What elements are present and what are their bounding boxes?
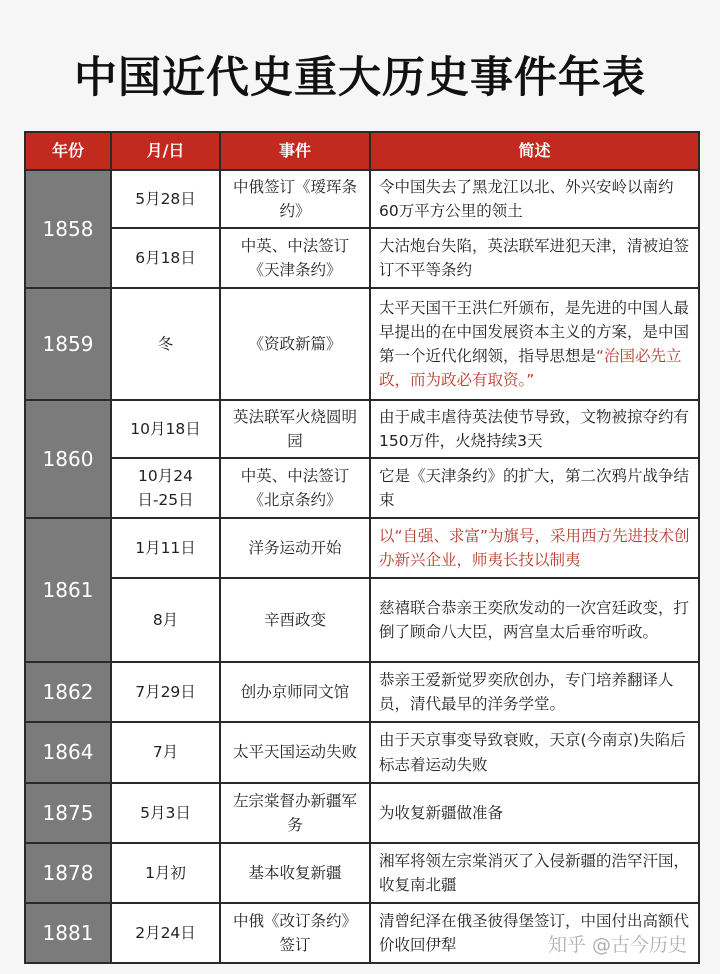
table-row (25, 518, 699, 578)
year-cell: 1878 (25, 843, 111, 903)
table-header-row (25, 132, 699, 170)
event-cell: 洋务运动开始 (220, 518, 370, 578)
table-row (25, 458, 699, 518)
date-cell: 1月初 (111, 843, 220, 903)
year-cell: 1862 (25, 662, 111, 722)
year-cell: 1859 (25, 288, 111, 400)
date-cell: 7月 (111, 722, 220, 783)
table-row (25, 578, 699, 662)
description-cell (370, 170, 699, 228)
description-cell (370, 783, 699, 843)
year-cell: 1864 (25, 722, 111, 783)
date-cell: 2月24日 (111, 903, 220, 963)
table-row (25, 843, 699, 903)
table-row (25, 170, 699, 228)
description-text: 慈禧联合恭亲王奕欣发动的一次宫廷政变，打倒了顾命八大臣，两宫皇太后垂帘听政。 (379, 598, 690, 641)
highlighted-text: “治国必先立政，而为政必有取资。” (379, 347, 682, 390)
event-cell: 创办京师同文馆 (220, 662, 370, 722)
description-cell (370, 843, 699, 903)
description-cell (370, 458, 699, 518)
description-text: 恭亲王爱新觉罗奕欣创办，专门培养翻译人员，清代最早的洋务学堂。 (379, 670, 674, 713)
event-cell: 中俄《改订条约》签订 (220, 903, 370, 963)
year-cell: 1875 (25, 783, 111, 843)
description-text: 由于咸丰虐待英法使节导致，文物被掠夺约有150万件，火烧持续3天 (379, 407, 690, 450)
date-cell: 5月28日 (111, 170, 220, 228)
description-cell (370, 400, 699, 458)
date-cell: 6月18日 (111, 228, 220, 288)
description-text: 大沽炮台失陷，英法联军进犯天津，清被迫签订不平等条约 (379, 236, 690, 279)
year-cell: 1861 (25, 518, 111, 662)
date-cell: 冬 (111, 288, 220, 400)
description-text: 令中国失去了黑龙江以北、外兴安岭以南约60万平方公里的领土 (379, 177, 674, 220)
event-cell: 基本收复新疆 (220, 843, 370, 903)
history-timeline-table (24, 131, 700, 964)
table-row (25, 288, 699, 400)
header-event: 事件 (220, 132, 370, 170)
watermark: 知乎 @古今历史 (548, 934, 688, 956)
description-text: 太平天国干王洪仁歼颁布，是先进的中国人最早提出的在中国发展资本主义的方案，是中国第一个近代化纲领，指导思想是 (379, 298, 690, 365)
page-title: 中国近代史重大历史事件年表 (74, 53, 646, 103)
table-row (25, 400, 699, 458)
date-cell: 7月29日 (111, 662, 220, 722)
table-row (25, 228, 699, 288)
event-cell: 中英、中法签订《北京条约》 (220, 458, 370, 518)
event-cell: 《资政新篇》 (220, 288, 370, 400)
table-row (25, 783, 699, 843)
date-cell: 10月18日 (111, 400, 220, 458)
year-cell: 1881 (25, 903, 111, 963)
description-cell (370, 722, 699, 783)
description-cell (370, 662, 699, 722)
date-cell: 1月11日 (111, 518, 220, 578)
highlighted-text: 以“自强、求富”为旗号，采用西方先进技术创办新兴企业，师夷长技以制夷 (379, 526, 690, 569)
header-year: 年份 (25, 132, 111, 170)
description-text: 清曾纪泽在俄圣彼得堡签订，中国付出高额代价收回伊犁 (379, 911, 690, 954)
event-cell: 辛酉政变 (220, 578, 370, 662)
table-row (25, 662, 699, 722)
table-row (25, 722, 699, 783)
description-text: 由于天京事变导致衰败，天京(今南京)失陷后标志着运动失败 (379, 731, 686, 774)
description-text: 它是《天津条约》的扩大，第二次鸦片战争结束 (379, 466, 690, 509)
description-text: 湘军将领左宗棠消灭了入侵新疆的浩罕汗国，收复南北疆 (379, 851, 690, 894)
date-cell: 10月24日-25日 (111, 458, 220, 518)
event-cell: 英法联军火烧圆明园 (220, 400, 370, 458)
year-cell: 1858 (25, 170, 111, 288)
description-text: 为收复新疆做准备 (379, 803, 504, 822)
description-cell (370, 518, 699, 578)
description-cell (370, 228, 699, 288)
header-description: 简述 (370, 132, 699, 170)
date-cell: 5月3日 (111, 783, 220, 843)
header-date: 月/日 (111, 132, 220, 170)
description-cell (370, 288, 699, 400)
event-cell: 中英、中法签订《天津条约》 (220, 228, 370, 288)
event-cell: 中俄签订《瑷珲条约》 (220, 170, 370, 228)
event-cell: 太平天国运动失败 (220, 722, 370, 783)
date-cell: 8月 (111, 578, 220, 662)
description-cell (370, 578, 699, 662)
year-cell: 1860 (25, 400, 111, 518)
event-cell: 左宗棠督办新疆军务 (220, 783, 370, 843)
